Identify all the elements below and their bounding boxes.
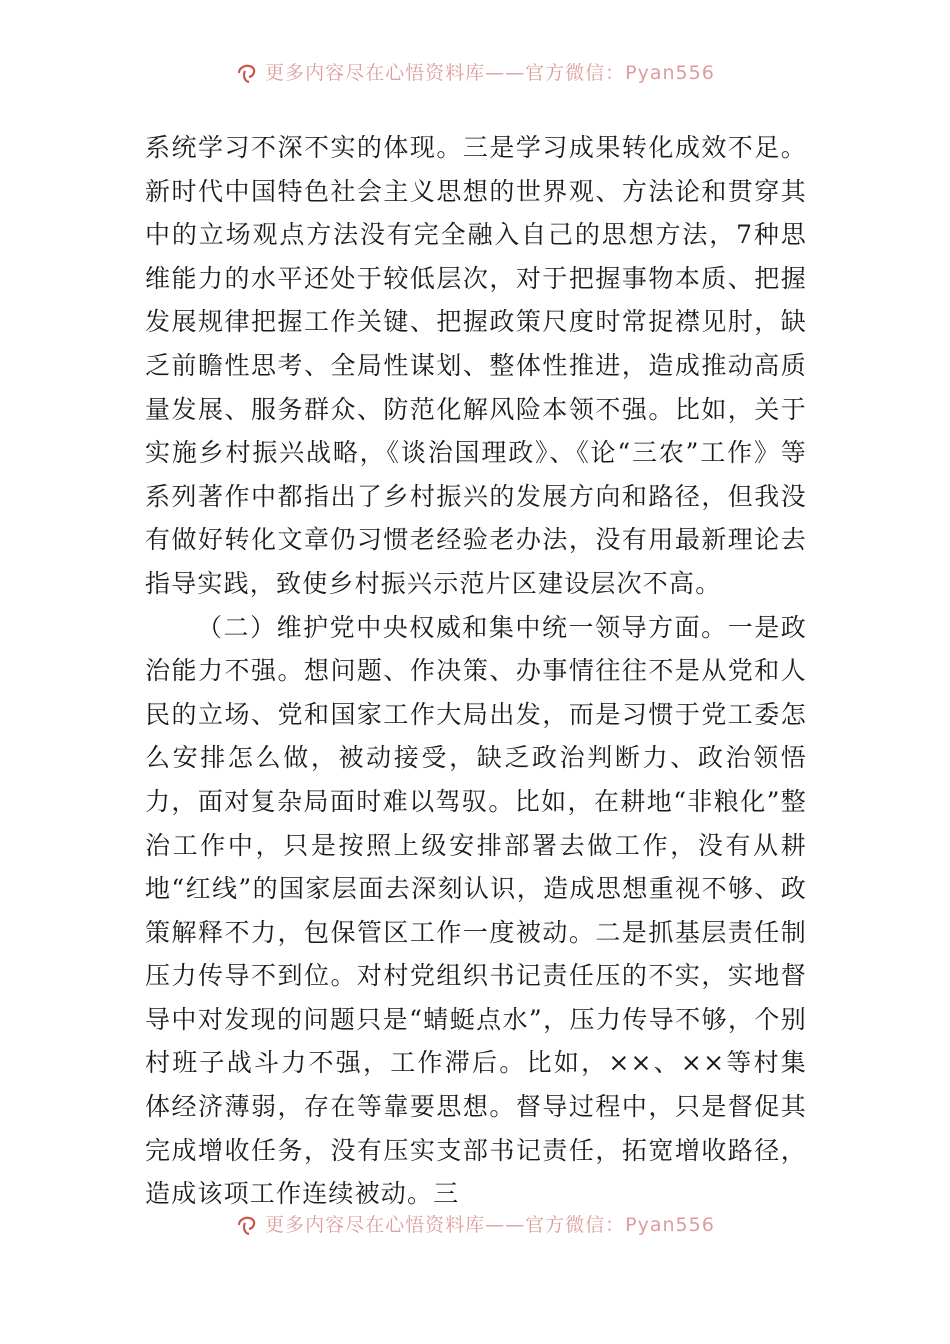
paragraph-continued: 系统学习不深不实的体现。三是学习成果转化成效不足。新时代中国特色社会主义思想的世界观、方法论和贯穿其中的立场观点方法没有完全融入自己的思想方法，7种思维能力的水平还处于较低层次，对于把握事物本质、把握发展规律把握工作关键、把握政策尺度时常捉襟见肘，缺乏前瞻性思考、全局性谋划、整体性推进，造成推动高质量发展、服务群众、防范化解风险本领不强。比如，关于实施乡村振兴战略，《谈治国理政》、《论“三农”工作》等系列著作中都指出了乡村振兴的发展方向和路径，但我没有做好转化文章仍习惯老经验老办法，没有用最新理论去指导实践，致使乡村振兴示范片区建设层次不高。 [145,133,807,598]
header-watermark [0,58,950,85]
logo-icon [235,61,259,85]
footer-watermark-text: 更多内容尽在心悟资料库——官方微信：Pyan556 [265,1214,715,1236]
paragraph-section-two: （二）维护党中央权威和集中统一领导方面。一是政治能力不强。想问题、作决策、办事情往往不是从党和人民的立场、党和国家工作大局出发，而是习惯于党工委怎么安排怎么做，被动接受，缺乏政治判断力、政治领悟力，面对复杂局面时难以驾驭。比如，在耕地“非粮化”整治工作中，只是按照上级安排部署去做工作，没有从耕地“红线”的国家层面去深刻认识，造成思想重视不够、政策解释不力，包保管区工作一度被动。二是抓基层责任制压力传导不到位。对村党组织书记责任压的不实，实地督导中对发现的问题只是“蜻蜓点水”，压力传导不够，个别村班子战斗力不强，工作滞后。比如，××、××等村集体经济薄弱，存在等靠要思想。督导过程中，只是督促其完成增收任务，没有压实支部书记责任，拓宽增收路径，造成该项工作连续被动。三 [145,612,807,1209]
document-body [145,126,807,1216]
logo-icon [235,1213,259,1237]
footer-watermark [0,1210,950,1237]
header-watermark-text: 更多内容尽在心悟资料库——官方微信：Pyan556 [265,62,715,84]
